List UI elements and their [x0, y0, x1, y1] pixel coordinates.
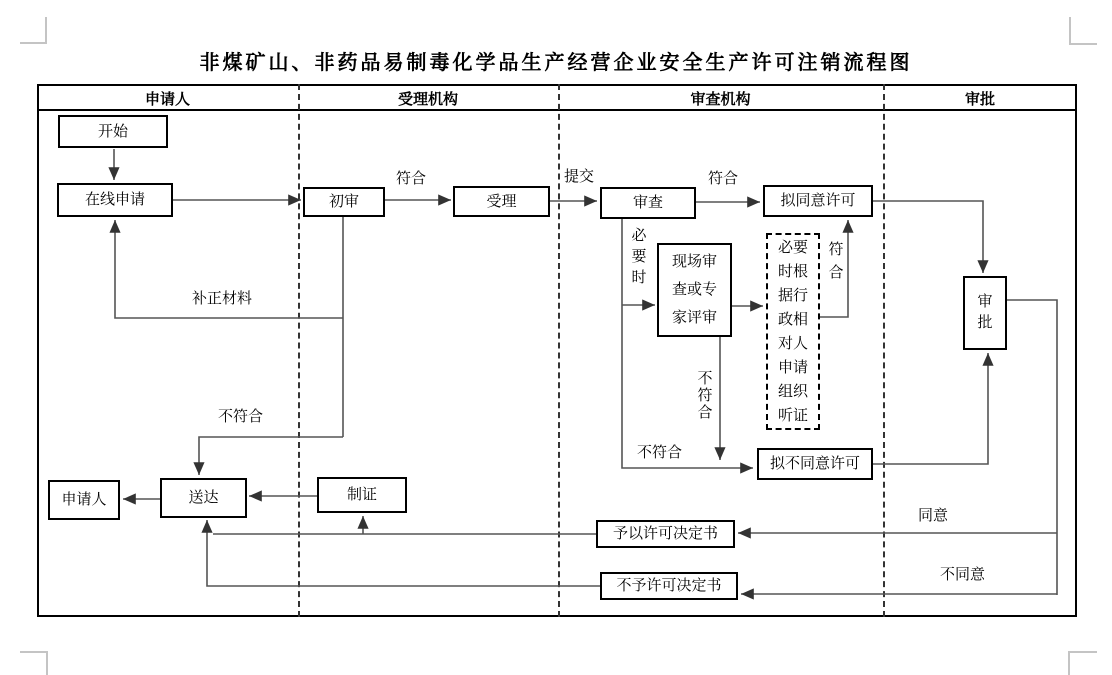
lane-divider-2	[558, 84, 560, 617]
flow-node-proposed-disapproval: 拟不同意许可	[757, 448, 873, 480]
label-submit: 提交	[564, 169, 595, 185]
flow-node-applicant: 申请人	[48, 480, 120, 520]
flow-node-proposed-approval: 拟同意许可	[763, 185, 873, 217]
flow-node-make-certificate: 制证	[317, 477, 407, 513]
flow-node-deny-decision: 不予许可决定书	[600, 572, 738, 600]
lane-header-separator	[37, 109, 1077, 111]
approval-text: 审批	[977, 294, 993, 331]
lane-divider-1	[298, 84, 300, 617]
flowchart-frame	[37, 84, 1077, 617]
crop-mark-bottom-right	[1068, 651, 1097, 675]
flow-node-hearing	[766, 233, 820, 430]
flow-node-site-review	[657, 243, 732, 337]
crop-mark-top-right	[1069, 17, 1097, 45]
flow-node-deliver: 送达	[160, 478, 247, 518]
flow-node-accept: 受理	[453, 186, 550, 217]
label-conform-preliminary: 符合	[396, 171, 427, 187]
lane-header-accepting-agency: 受理机构	[397, 92, 458, 108]
hearing-text: 必要时根据行政相对人申请组织听证	[777, 239, 808, 424]
lane-divider-3	[883, 84, 885, 617]
flow-node-preliminary-review: 初审	[303, 187, 385, 217]
label-conform-hearing: 符合	[828, 242, 844, 281]
flow-node-approval	[963, 276, 1007, 350]
label-when-necessary: 必要时	[631, 228, 647, 286]
label-disagree: 不同意	[940, 567, 986, 583]
label-supplement-materials: 补正材料	[192, 291, 253, 307]
page-title: 非煤矿山、非药品易制毒化学品生产经营企业安全生产许可注销流程图	[199, 52, 913, 74]
label-agree: 同意	[918, 508, 949, 524]
crop-mark-top-left	[20, 17, 47, 44]
lane-header-review-agency: 审查机构	[690, 92, 751, 108]
label-not-conform-review: 不符合	[637, 445, 683, 461]
label-not-conform-site-review: 不符合	[697, 371, 713, 421]
flow-node-grant-decision: 予以许可决定书	[596, 520, 735, 548]
flow-node-review: 审查	[600, 187, 696, 219]
crop-mark-bottom-left	[20, 651, 48, 675]
lane-header-applicant: 申请人	[144, 92, 190, 108]
flow-node-online-apply: 在线申请	[57, 183, 173, 217]
site-review-text: 现场审查或专家评审	[671, 254, 717, 326]
flow-node-start: 开始	[58, 115, 168, 148]
lane-header-approval: 审批	[964, 92, 995, 108]
label-not-conform-preliminary: 不符合	[218, 409, 264, 425]
label-conform-review: 符合	[708, 171, 739, 187]
